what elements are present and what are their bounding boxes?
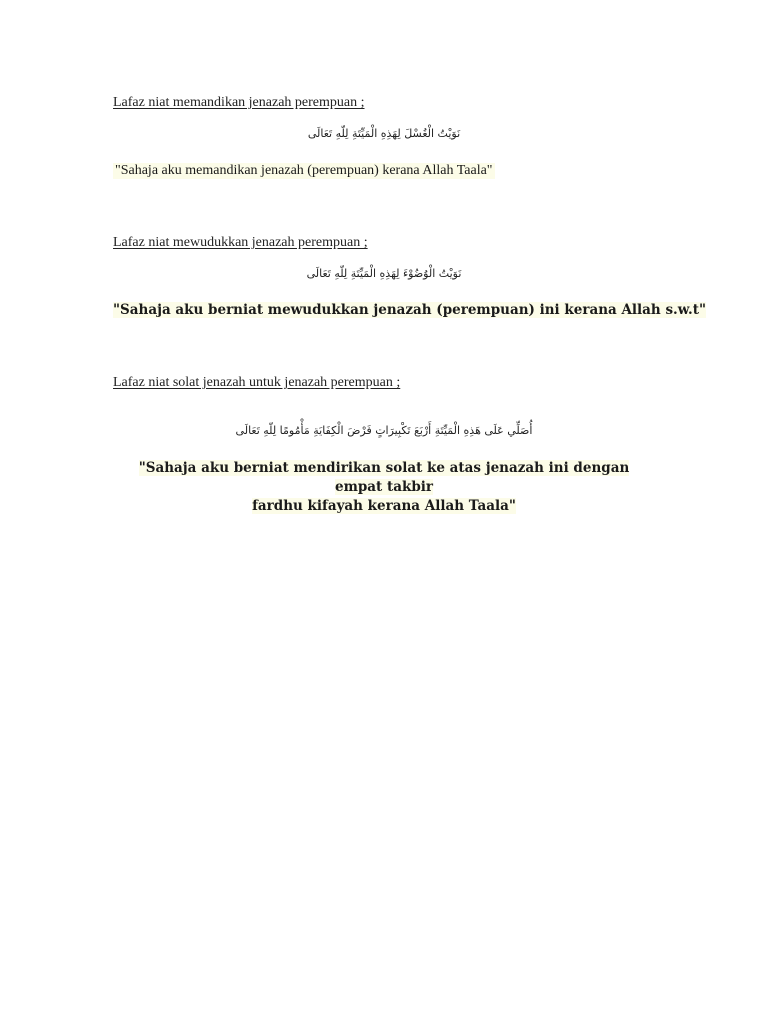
section-1-translation: "Sahaja aku memandikan jenazah (perempuan) kerana Allah Taala" <box>115 163 493 178</box>
section-1-heading: Lafaz niat memandikan jenazah perempuan ; <box>113 95 365 110</box>
section-2-translation: "Sahaja aku berniat mewudukkan jenazah (perempuan) ini kerana Allah s.w.t" <box>113 302 706 318</box>
section-3-translation-line-2: fardhu kifayah kerana Allah Taala" <box>252 498 516 514</box>
section-2-heading: Lafaz niat mewudukkan jenazah perempuan ; <box>113 235 368 250</box>
section-3-translation <box>120 459 648 516</box>
section-1-arabic-text: نَوَيْتُ الْغُسْلَ لِهَذِهِ الْمَيِّتَةِ لِلّهِ تَعَالَى <box>307 127 461 140</box>
section-2-arabic-text: نَوَيْتُ الْوُضُوْءَ لِهَذِهِ الْمَيِّتَةِ لِلّهِ تَعَالَى <box>306 267 462 280</box>
section-3-arabic-text: أُصَلِّي عَلَى هَذِهِ الْمَيِّتَةِ أَرْبَعَ تَكْبِيرَاتٍ فَرْضَ الْكِفَايَةِ مَأْمُومًا لِلّهِ تَعَالَى <box>235 424 533 437</box>
section-3-heading: Lafaz niat solat jenazah untuk jenazah perempuan ; <box>113 375 401 390</box>
section-3-translation-line-1: "Sahaja aku berniat mendirikan solat ke atas jenazah ini dengan empat takbir <box>138 460 630 495</box>
